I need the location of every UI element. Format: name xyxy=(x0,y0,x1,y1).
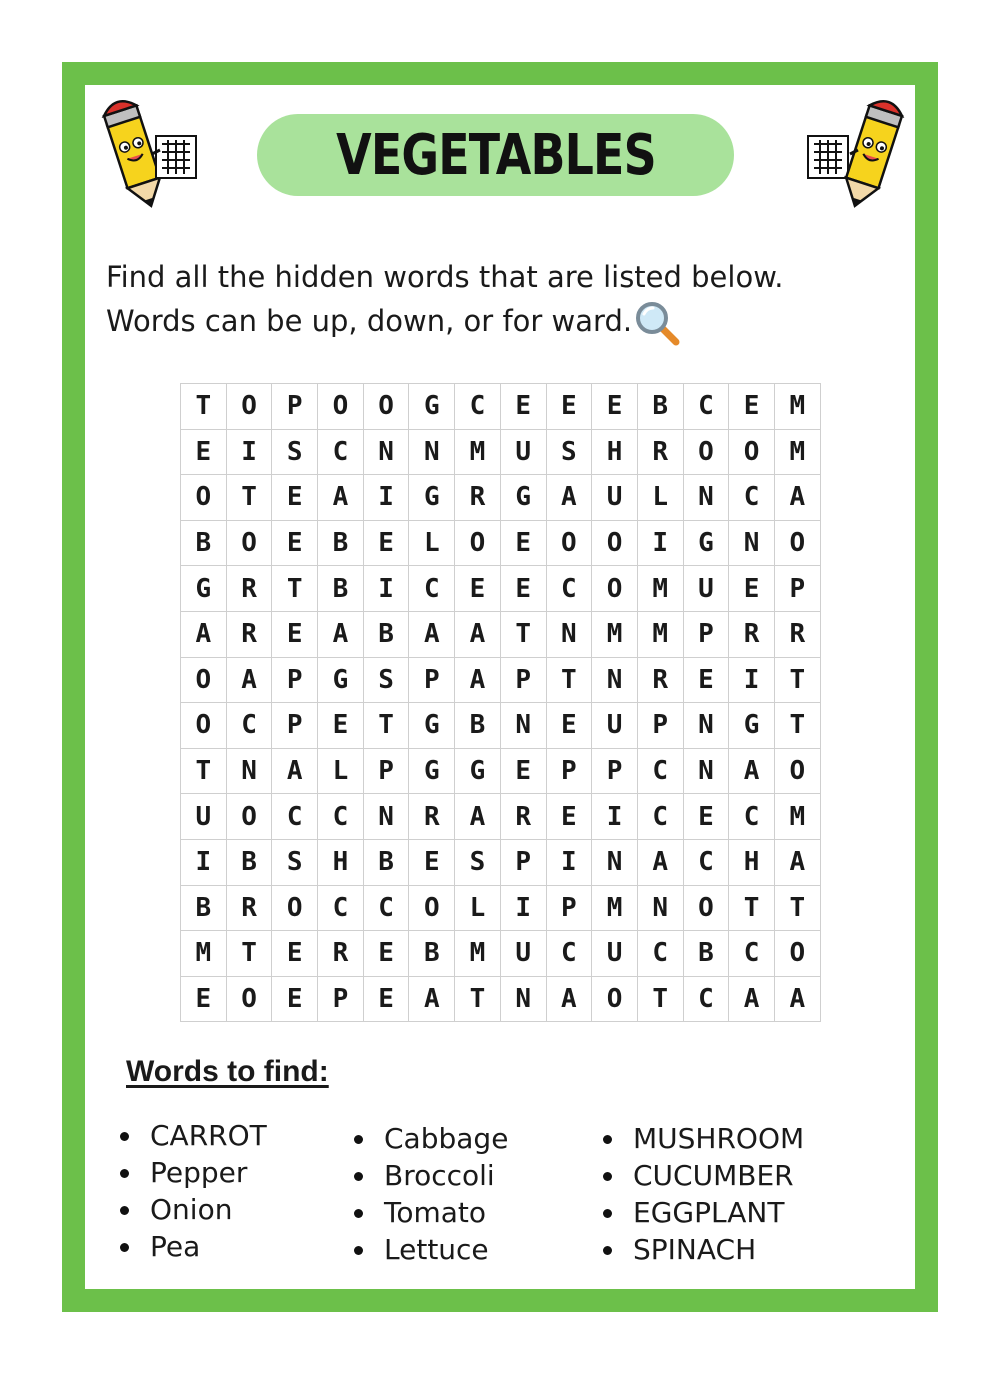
grid-cell[interactable]: M xyxy=(638,612,684,658)
word-item: Tomato xyxy=(354,1194,508,1231)
grid-cell[interactable]: R xyxy=(501,794,547,840)
grid-cell[interactable]: O xyxy=(181,703,227,749)
grid-cell[interactable]: M xyxy=(181,931,227,977)
grid-cell[interactable]: C xyxy=(318,794,364,840)
grid-cell[interactable]: E xyxy=(684,794,730,840)
grid-cell[interactable]: I xyxy=(501,886,547,932)
grid-cell[interactable]: O xyxy=(181,475,227,521)
grid-cell[interactable]: O xyxy=(775,521,821,567)
grid-cell[interactable]: C xyxy=(547,566,593,612)
grid-cell[interactable]: G xyxy=(729,703,775,749)
grid-cell[interactable]: C xyxy=(684,384,730,430)
word-list-column xyxy=(354,1120,508,1268)
grid-cell[interactable]: A xyxy=(638,840,684,886)
grid-cell[interactable]: A xyxy=(775,977,821,1023)
pencil-mascot-icon xyxy=(800,96,910,214)
grid-cell[interactable]: O xyxy=(547,521,593,567)
word-list-column xyxy=(603,1120,804,1268)
grid-cell[interactable]: T xyxy=(227,931,273,977)
grid-cell[interactable]: U xyxy=(684,566,730,612)
grid-cell[interactable]: E xyxy=(501,521,547,567)
grid-cell[interactable]: N xyxy=(547,612,593,658)
grid-cell[interactable]: C xyxy=(729,931,775,977)
magnifying-glass-icon xyxy=(634,300,682,346)
page-title: VEGETABLES xyxy=(335,122,656,188)
grid-cell[interactable]: A xyxy=(729,749,775,795)
grid-cell[interactable]: A xyxy=(272,749,318,795)
grid-cell[interactable]: E xyxy=(364,521,410,567)
grid-cell[interactable]: P xyxy=(684,612,730,658)
grid-cell[interactable]: N xyxy=(409,430,455,476)
grid-cell[interactable]: U xyxy=(501,931,547,977)
grid-cell[interactable]: E xyxy=(501,566,547,612)
grid-cell[interactable]: E xyxy=(272,475,318,521)
grid-cell[interactable]: H xyxy=(318,840,364,886)
grid-cell[interactable]: N xyxy=(501,703,547,749)
grid-cell[interactable]: P xyxy=(638,703,684,749)
grid-cell[interactable]: O xyxy=(729,430,775,476)
grid-cell[interactable]: E xyxy=(684,658,730,704)
grid-cell[interactable]: O xyxy=(227,794,273,840)
grid-cell[interactable]: C xyxy=(227,703,273,749)
grid-cell[interactable]: R xyxy=(638,658,684,704)
grid-cell[interactable]: A xyxy=(775,840,821,886)
grid-cell[interactable]: U xyxy=(181,794,227,840)
grid-cell[interactable]: M xyxy=(638,566,684,612)
grid-cell[interactable]: R xyxy=(227,886,273,932)
grid-cell[interactable]: E xyxy=(272,977,318,1023)
grid-cell[interactable]: G xyxy=(501,475,547,521)
grid-cell[interactable]: N xyxy=(592,658,638,704)
grid-cell[interactable]: R xyxy=(227,612,273,658)
grid-cell[interactable]: P xyxy=(272,703,318,749)
grid-cell[interactable]: N xyxy=(227,749,273,795)
instruction-line xyxy=(106,299,886,346)
grid-cell[interactable]: N xyxy=(684,475,730,521)
grid-cell[interactable]: E xyxy=(272,612,318,658)
grid-cell[interactable]: G xyxy=(455,749,501,795)
grid-cell[interactable]: E xyxy=(547,703,593,749)
grid-cell[interactable]: T xyxy=(181,384,227,430)
grid-cell[interactable]: T xyxy=(501,612,547,658)
grid-cell[interactable]: B xyxy=(181,521,227,567)
title-banner xyxy=(257,114,734,196)
word-item: CARROT xyxy=(120,1117,267,1154)
instruction-line-text: Words can be up, down, or for ward. xyxy=(106,304,633,338)
grid-cell[interactable]: N xyxy=(638,886,684,932)
grid-cell[interactable]: S xyxy=(455,840,501,886)
grid-cell[interactable]: B xyxy=(684,931,730,977)
grid-cell[interactable]: I xyxy=(364,566,410,612)
grid-cell[interactable]: T xyxy=(227,475,273,521)
instruction-line: Find all the hidden words that are listed below. xyxy=(106,260,784,294)
grid-cell[interactable]: R xyxy=(409,794,455,840)
grid-cell[interactable]: U xyxy=(592,931,638,977)
grid-cell[interactable]: O xyxy=(409,886,455,932)
grid-cell[interactable]: H xyxy=(729,840,775,886)
grid-cell[interactable]: O xyxy=(455,521,501,567)
grid-cell[interactable]: G xyxy=(409,749,455,795)
grid-cell[interactable]: N xyxy=(729,521,775,567)
word-item: CUCUMBER xyxy=(603,1157,804,1194)
pencil-mascot-icon xyxy=(96,96,206,214)
grid-cell[interactable]: E xyxy=(181,430,227,476)
grid-cell[interactable]: M xyxy=(455,430,501,476)
grid-cell[interactable]: M xyxy=(592,612,638,658)
grid-cell[interactable]: I xyxy=(364,475,410,521)
grid-cell[interactable]: A xyxy=(455,658,501,704)
grid-cell[interactable]: P xyxy=(272,658,318,704)
grid-cell[interactable]: C xyxy=(364,886,410,932)
grid-cell[interactable]: I xyxy=(547,840,593,886)
grid-cell[interactable]: M xyxy=(455,931,501,977)
grid-cell[interactable]: N xyxy=(592,840,638,886)
grid-cell[interactable]: C xyxy=(729,794,775,840)
grid-cell[interactable]: P xyxy=(409,658,455,704)
grid-cell[interactable]: L xyxy=(455,886,501,932)
grid-cell[interactable]: T xyxy=(775,703,821,749)
grid-cell[interactable]: O xyxy=(592,977,638,1023)
grid-cell[interactable]: A xyxy=(318,475,364,521)
word-item: Broccoli xyxy=(354,1157,508,1194)
grid-cell[interactable]: B xyxy=(318,521,364,567)
grid-cell[interactable]: E xyxy=(501,384,547,430)
grid-cell[interactable]: C xyxy=(684,840,730,886)
grid-cell[interactable]: E xyxy=(364,931,410,977)
word-item: Cabbage xyxy=(354,1120,508,1157)
grid-cell[interactable]: B xyxy=(409,931,455,977)
grid-cell[interactable]: M xyxy=(775,384,821,430)
word-item: EGGPLANT xyxy=(603,1194,804,1231)
word-search-grid xyxy=(180,383,821,1022)
grid-cell[interactable]: P xyxy=(501,658,547,704)
grid-cell[interactable]: N xyxy=(684,749,730,795)
grid-cell[interactable]: C xyxy=(638,794,684,840)
grid-cell[interactable]: E xyxy=(409,840,455,886)
grid-cell[interactable]: B xyxy=(455,703,501,749)
grid-cell[interactable]: O xyxy=(684,886,730,932)
grid-cell[interactable]: M xyxy=(775,794,821,840)
grid-cell[interactable]: E xyxy=(729,384,775,430)
grid-cell[interactable]: A xyxy=(455,612,501,658)
word-list-column xyxy=(120,1117,267,1265)
grid-cell[interactable]: A xyxy=(409,977,455,1023)
word-item: Pepper xyxy=(120,1154,267,1191)
grid-cell[interactable]: L xyxy=(409,521,455,567)
grid-cell[interactable]: E xyxy=(547,384,593,430)
grid-cell[interactable]: H xyxy=(592,430,638,476)
grid-cell[interactable]: O xyxy=(775,749,821,795)
grid-cell[interactable]: G xyxy=(409,475,455,521)
grid-cell[interactable]: S xyxy=(272,840,318,886)
grid-cell[interactable]: C xyxy=(318,430,364,476)
grid-cell[interactable]: U xyxy=(501,430,547,476)
grid-cell[interactable]: N xyxy=(364,794,410,840)
grid-cell[interactable]: E xyxy=(547,794,593,840)
grid-cell[interactable]: N xyxy=(364,430,410,476)
grid-cell[interactable]: I xyxy=(729,658,775,704)
grid-cell[interactable]: O xyxy=(684,430,730,476)
grid-cell[interactable]: I xyxy=(181,840,227,886)
grid-cell[interactable]: E xyxy=(272,521,318,567)
grid-cell[interactable]: S xyxy=(547,430,593,476)
grid-cell[interactable]: E xyxy=(364,977,410,1023)
grid-cell[interactable]: A xyxy=(318,612,364,658)
word-item: MUSHROOM xyxy=(603,1120,804,1157)
grid-cell[interactable]: P xyxy=(547,886,593,932)
grid-cell[interactable]: S xyxy=(364,658,410,704)
grid-cell[interactable]: E xyxy=(501,749,547,795)
grid-cell[interactable]: B xyxy=(181,886,227,932)
grid-cell[interactable]: R xyxy=(227,566,273,612)
grid-cell[interactable]: T xyxy=(775,886,821,932)
grid-cell[interactable]: B xyxy=(227,840,273,886)
grid-cell[interactable]: C xyxy=(272,794,318,840)
word-item: Lettuce xyxy=(354,1231,508,1268)
grid-cell[interactable]: T xyxy=(181,749,227,795)
grid-cell[interactable]: B xyxy=(364,840,410,886)
grid-cell[interactable]: B xyxy=(638,384,684,430)
grid-cell[interactable]: O xyxy=(364,384,410,430)
grid-cell[interactable]: A xyxy=(409,612,455,658)
grid-cell[interactable]: M xyxy=(592,886,638,932)
grid-cell[interactable]: R xyxy=(318,931,364,977)
grid-cell[interactable]: A xyxy=(181,612,227,658)
grid-cell[interactable]: C xyxy=(638,931,684,977)
grid-cell[interactable]: T xyxy=(638,977,684,1023)
instructions xyxy=(106,255,886,346)
grid-cell[interactable]: U xyxy=(592,475,638,521)
grid-cell[interactable]: B xyxy=(318,566,364,612)
grid-cell[interactable]: E xyxy=(181,977,227,1023)
grid-cell[interactable]: I xyxy=(638,521,684,567)
grid-cell[interactable]: A xyxy=(729,977,775,1023)
grid-cell[interactable]: P xyxy=(318,977,364,1023)
grid-cell[interactable]: E xyxy=(729,566,775,612)
grid-cell[interactable]: R xyxy=(638,430,684,476)
grid-cell[interactable]: T xyxy=(364,703,410,749)
grid-cell[interactable]: C xyxy=(684,977,730,1023)
grid-cell[interactable]: T xyxy=(775,658,821,704)
grid-cell[interactable]: C xyxy=(409,566,455,612)
grid-cell[interactable]: O xyxy=(592,521,638,567)
grid-cell[interactable]: O xyxy=(318,384,364,430)
grid-cell[interactable]: G xyxy=(684,521,730,567)
grid-cell[interactable]: O xyxy=(181,658,227,704)
grid-cell[interactable]: C xyxy=(547,931,593,977)
grid-cell[interactable]: O xyxy=(227,521,273,567)
grid-cell[interactable]: O xyxy=(227,977,273,1023)
grid-cell[interactable]: T xyxy=(455,977,501,1023)
word-item: SPINACH xyxy=(603,1231,804,1268)
grid-cell[interactable]: A xyxy=(547,977,593,1023)
grid-cell[interactable]: T xyxy=(729,886,775,932)
grid-cell[interactable]: I xyxy=(592,794,638,840)
grid-cell[interactable]: P xyxy=(364,749,410,795)
grid-cell[interactable]: G xyxy=(409,703,455,749)
grid-cell[interactable]: T xyxy=(272,566,318,612)
grid-cell[interactable]: P xyxy=(592,749,638,795)
grid-cell[interactable]: M xyxy=(775,430,821,476)
grid-cell[interactable]: O xyxy=(272,886,318,932)
grid-cell[interactable]: E xyxy=(318,703,364,749)
grid-cell[interactable]: N xyxy=(684,703,730,749)
grid-cell[interactable]: C xyxy=(729,475,775,521)
grid-cell[interactable]: C xyxy=(318,886,364,932)
grid-cell[interactable]: A xyxy=(547,475,593,521)
grid-cell[interactable]: P xyxy=(501,840,547,886)
grid-cell[interactable]: A xyxy=(455,794,501,840)
grid-cell[interactable]: G xyxy=(181,566,227,612)
grid-cell[interactable]: P xyxy=(547,749,593,795)
grid-cell[interactable]: R xyxy=(729,612,775,658)
grid-cell[interactable]: E xyxy=(455,566,501,612)
grid-cell[interactable]: O xyxy=(592,566,638,612)
grid-cell[interactable]: R xyxy=(455,475,501,521)
grid-cell[interactable]: L xyxy=(638,475,684,521)
grid-cell[interactable]: O xyxy=(775,931,821,977)
grid-cell[interactable]: G xyxy=(318,658,364,704)
grid-cell[interactable]: I xyxy=(227,430,273,476)
grid-cell[interactable]: P xyxy=(272,384,318,430)
grid-cell[interactable]: N xyxy=(501,977,547,1023)
words-to-find-heading: Words to find: xyxy=(126,1055,329,1088)
grid-cell[interactable]: T xyxy=(547,658,593,704)
grid-cell[interactable]: L xyxy=(318,749,364,795)
grid-cell[interactable]: S xyxy=(272,430,318,476)
grid-cell[interactable]: A xyxy=(227,658,273,704)
word-item: Onion xyxy=(120,1191,267,1228)
grid-cell[interactable]: G xyxy=(409,384,455,430)
grid-cell[interactable]: O xyxy=(227,384,273,430)
grid-cell[interactable]: E xyxy=(592,384,638,430)
grid-cell[interactable]: E xyxy=(272,931,318,977)
grid-cell[interactable]: C xyxy=(455,384,501,430)
word-item: Pea xyxy=(120,1228,267,1265)
grid-cell[interactable]: P xyxy=(775,566,821,612)
grid-cell[interactable]: A xyxy=(775,475,821,521)
grid-cell[interactable]: U xyxy=(592,703,638,749)
grid-cell[interactable]: R xyxy=(775,612,821,658)
grid-cell[interactable]: B xyxy=(364,612,410,658)
grid-cell[interactable]: C xyxy=(638,749,684,795)
